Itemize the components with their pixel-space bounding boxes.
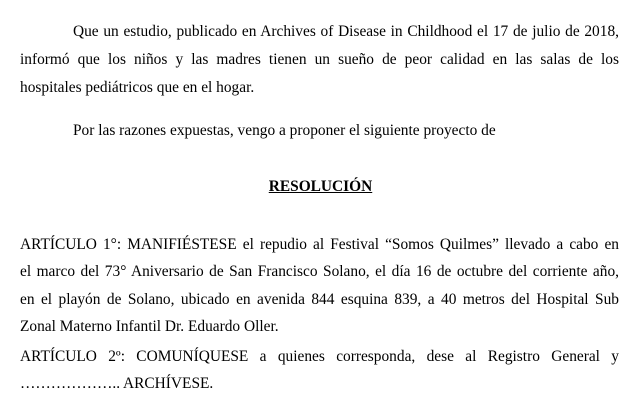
article-2-line-1: ARTÍCULO 2º: COMUNÍQUESE a quienes corresponda, dese al Registro General y	[20, 348, 619, 365]
paragraph-2-line-1: Por las razones expuestas, vengo a proponer el siguiente proyecto de	[73, 122, 496, 139]
resolution-heading: RESOLUCIÓN	[268, 178, 373, 195]
paragraph-1-line-1: Que un estudio, publicado en Archives of Disease in Childhood el 17 de julio de 2018,	[73, 23, 619, 40]
article-1-line-4: Zonal Materno Infantil Dr. Eduardo Oller.	[20, 318, 279, 335]
paragraph-1-line-2: informó que los niños y las madres tienen un sueño de peor calidad en las salas de los	[20, 51, 619, 68]
article-1-line-3: en el playón de Solano, ubicado en avenida 844 esquina 839, a 40 metros del Hospital Sub	[20, 291, 619, 308]
article-2-line-2: ……………….. ARCHÍVESE.	[20, 375, 214, 392]
article-1-line-1: ARTÍCULO 1°: MANIFIÉSTESE el repudio al Festival “Somos Quilmes” llevado a cabo en	[20, 236, 619, 253]
paragraph-1-line-3: hospitales pediátricos que en el hogar.	[20, 79, 255, 96]
article-1-line-2: el marco del 73° Aniversario de San Francisco Solano, el día 16 de octubre del corriente año,	[20, 263, 619, 280]
